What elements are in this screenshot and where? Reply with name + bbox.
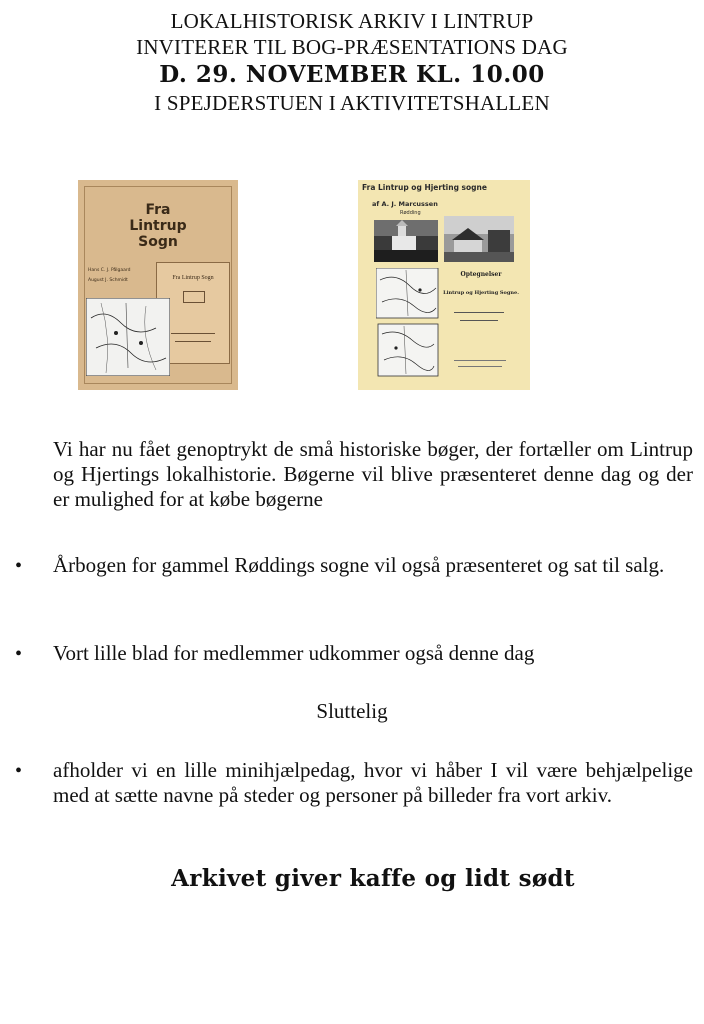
book2-map-image xyxy=(376,268,440,378)
book2-author: af A. J. Marcussen xyxy=(372,200,438,208)
bullet-aarbog: Årbogen for gammel Røddings sogne vil også præsenteret og sat til salg. xyxy=(53,553,665,577)
invitation-header xyxy=(0,8,704,116)
event-date: D. 29. NOVEMBER KL. 10.00 xyxy=(159,61,545,88)
book2-author-place: Rødding xyxy=(400,210,421,216)
book1-map-image xyxy=(86,298,170,376)
book1-title-line1: Fra xyxy=(145,202,171,218)
event-location: I SPEJDERSTUEN I AKTIVITETSHALLEN xyxy=(154,91,550,115)
book1-title-line3: Sogn xyxy=(138,234,178,250)
book2-series-title: Fra Lintrup og Hjerting sogne xyxy=(362,183,487,192)
bullet-blad: Vort lille blad for medlemmer udkommer også denne dag xyxy=(53,641,535,665)
bullet-marker: • xyxy=(15,643,23,665)
book-cover-lintrup-og-hjerting-sogne xyxy=(358,180,530,390)
intro-paragraph: Vi har nu fået genoptrykt de små historiske bøger, der fortæller om Lintrup og Hjertings lokalhistorie. Bøgerne vil blive præsenteret denne dag og der er mulighed for at købe bøgerne xyxy=(53,437,693,511)
book2-inner-title2: Lintrup og Hjerting Sogne. xyxy=(443,290,519,296)
bullet-marker: • xyxy=(15,760,23,782)
book1-authors-line2: August J. Schmidt xyxy=(88,278,128,283)
book1-authors-line1: Hans C. J. Pålgaard xyxy=(88,268,131,273)
sluttelig-label: Sluttelig xyxy=(316,699,388,723)
book2-inner-title1: Optegnelser xyxy=(460,271,502,278)
closing-line: Arkivet giver kaffe og lidt sødt xyxy=(171,865,575,892)
book-cover-fra-lintrup-sogn xyxy=(78,180,238,390)
book2-farmhouse-photo xyxy=(444,216,514,262)
bullet-marker: • xyxy=(15,555,23,577)
book2-church-photo xyxy=(374,220,438,262)
bullet-minihjaelpedag: afholder vi en lille minihjælpedag, hvor vi håber I vil være behjælpelige med at sætte navne på steder og personer på billeder fra vort arkiv. xyxy=(53,758,693,807)
book1-inner-title: Fra Lintrup Sogn xyxy=(172,275,214,281)
archive-name: LOKALHISTORISK ARKIV I LINTRUP xyxy=(170,9,534,33)
book1-title-line2: Lintrup xyxy=(129,218,187,234)
invitation-line: INVITERER TIL BOG-PRÆSENTATIONS DAG xyxy=(136,35,568,59)
